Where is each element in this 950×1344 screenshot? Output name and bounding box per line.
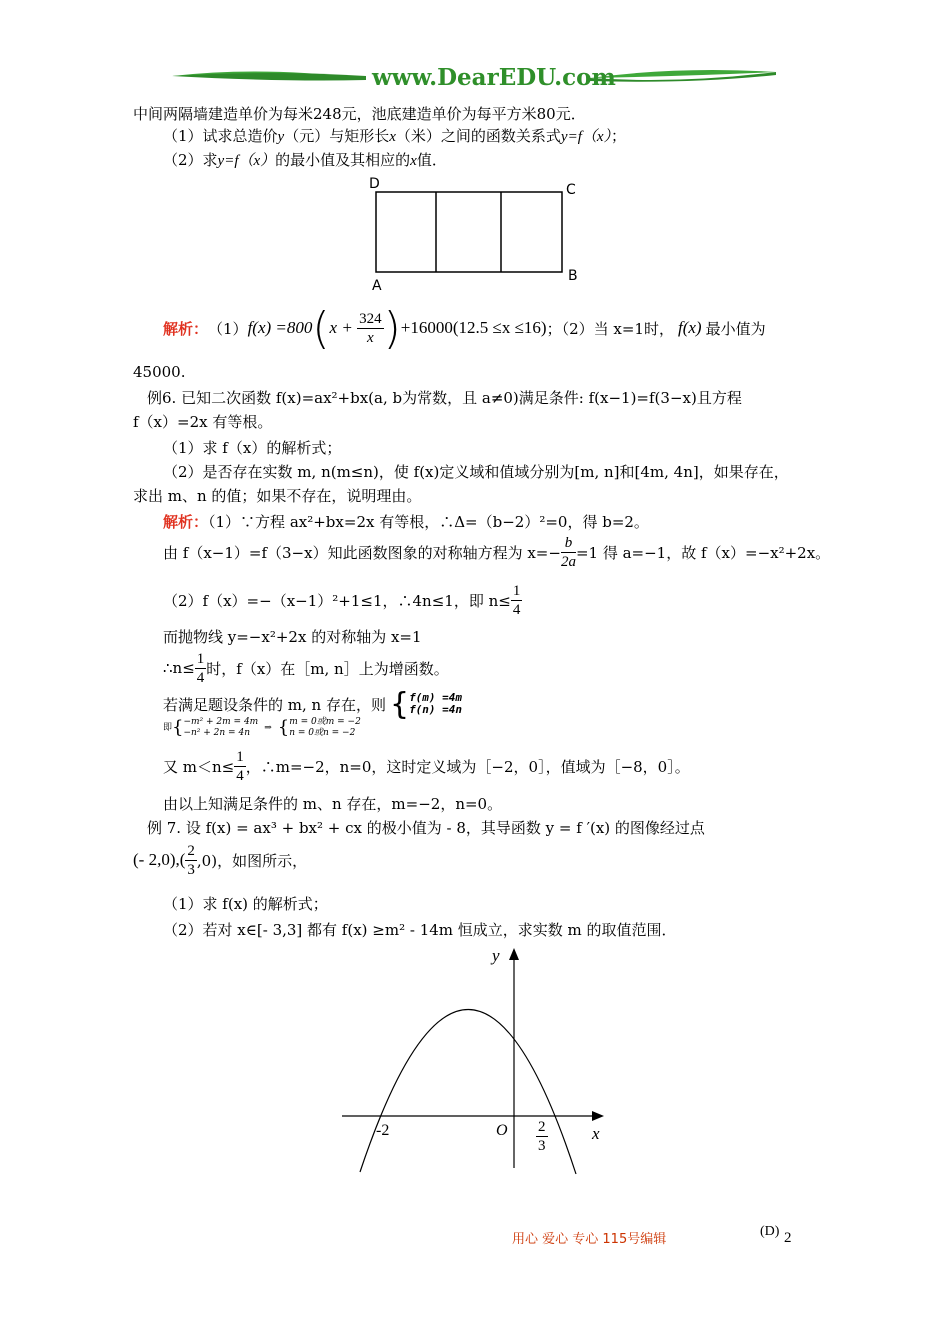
analysis-1-result: 45000. bbox=[133, 363, 186, 381]
example-6-analysis-4: 而抛物线 y=−x²+2x 的对称轴为 x=1 bbox=[163, 628, 422, 646]
x-axis-label: x bbox=[592, 1124, 600, 1143]
example-7-line2: (- 2,0),( $\frac{2}{3}$ ,0)，如图所示， bbox=[133, 842, 308, 878]
footer-text: 用心 爱心 专心 115号编辑 bbox=[512, 1232, 667, 1247]
origin-label: O bbox=[496, 1122, 508, 1139]
fraction-324-over-x: $\frac{324}{x}$ bbox=[359, 310, 382, 346]
y-axis-arrow bbox=[509, 948, 519, 960]
y-axis-label: y bbox=[492, 946, 500, 965]
example-6-q2b: 求出 m、n 的值；如果不存在，说明理由。 bbox=[133, 487, 422, 505]
label-C: C bbox=[566, 182, 576, 198]
example-6-analysis-5: ∴n≤ $\frac{1}{4}$ 时，f（x）在［m, n］上为增函数。 bbox=[163, 650, 449, 686]
example-6-line2: f（x）=2x 有等根。 bbox=[133, 413, 273, 431]
example-6-analysis-3: （2）f（x）=−（x−1）²+1≤1，∴4n≤1，即 n≤ $\frac{1}{4}$ bbox=[163, 582, 521, 618]
fraction-1-over-4: $\frac{1}{4}$ bbox=[512, 582, 521, 618]
example-7-q1: （1）求 f(x) 的解析式； bbox=[163, 895, 328, 913]
rectangle-diagram bbox=[366, 176, 586, 296]
example-7-line1: 例 7. 设 f(x) = ax³ + bx² + cx 的极小值为 - 8，其导函数 y = f ′(x) 的图像经过点 bbox=[147, 819, 705, 837]
var-y: y bbox=[277, 129, 285, 145]
label-minus-2: -2 bbox=[376, 1122, 390, 1139]
example-6-analysis-1: 解析：（1）∵方程 ax²+bx=2x 有等根，∴Δ=（b−2）²=0，得 b=2。 bbox=[163, 513, 649, 531]
example-6-analysis-8: 由以上知满足条件的 m、n 存在，m=−2，n=0。 bbox=[163, 795, 503, 813]
example-6-q2a: （2）是否存在实数 m, n(m≤n)，使 f(x)定义域和值域分别为[m, n]和[4m, 4n]，如果存在， bbox=[163, 463, 789, 481]
x-axis-arrow bbox=[592, 1111, 604, 1121]
example-6-line1: 例6. 已知二次函数 f(x)=ax²+bx(a, b为常数，且 a≠0)满足条件: f(x−1)=f(3−x)且方程 bbox=[147, 389, 742, 407]
example-6-analysis-7: 又 m＜n≤ $\frac{1}{4}$ ，∴m=−2，n=0，这时定义域为［−2，0］，值域为［−8，0］。 bbox=[163, 748, 690, 784]
analysis-1: 解析： （1） f(x) =800 ( x + $\frac{324}{x}$ ) +16000(12.5 ≤x ≤16) ；（2）当 x=1时， f(x) 最小值为 bbox=[163, 302, 766, 354]
example-7-q2: （2）若对 x∈[- 3,3] 都有 f(x) ≥m² - 14m 恒成立，求实数 m 的取值范围． bbox=[163, 921, 677, 939]
example-6-analysis-2: 由 f（x−1）=f（3−x）知此函数图象的对称轴方程为 x=− $\frac{b}{2a}$ =1 得 a=−1，故 f（x）=−x²+2x。 bbox=[163, 534, 831, 570]
question-1: （1）试求总造价y（元）与矩形长x（米）之间的函数关系式y=f（x）； bbox=[163, 127, 627, 145]
header-banner bbox=[170, 62, 780, 98]
intro-line: 中间两隔墙建造单价为每米248元，池底建造单价为每平方米80元． bbox=[133, 105, 586, 123]
fraction-2-over-3: $\frac{2}{3}$ bbox=[187, 842, 195, 878]
label-D: D bbox=[369, 176, 380, 192]
question-2: （2）求y=f（x）的最小值及其相应的x值． bbox=[163, 151, 447, 169]
page-number: 2 bbox=[784, 1230, 792, 1246]
derivative-graph bbox=[336, 946, 616, 1176]
fraction-b-over-2a: $\frac{b}{2a}$ bbox=[560, 534, 576, 570]
footer-d: (D) bbox=[760, 1224, 780, 1239]
example-6-q1: （1）求 f（x）的解析式； bbox=[163, 439, 342, 457]
label-B: B bbox=[568, 268, 578, 284]
example-6-analysis-6: 若满足题设条件的 m, n 存在，则 { f(m) =4m f(n) =4n bbox=[163, 686, 463, 722]
header-site-name: www.DearEDU.com bbox=[372, 64, 616, 91]
label-A: A bbox=[372, 278, 382, 294]
label-two-thirds: $\frac{2}{3}$ bbox=[538, 1119, 546, 1154]
example-6-tiny-system: 即 { −m² + 2m = 4m −n² + 2n = 4n ⇒ { m = 0或m = −2 n = 0或n = −2 bbox=[163, 717, 361, 738]
